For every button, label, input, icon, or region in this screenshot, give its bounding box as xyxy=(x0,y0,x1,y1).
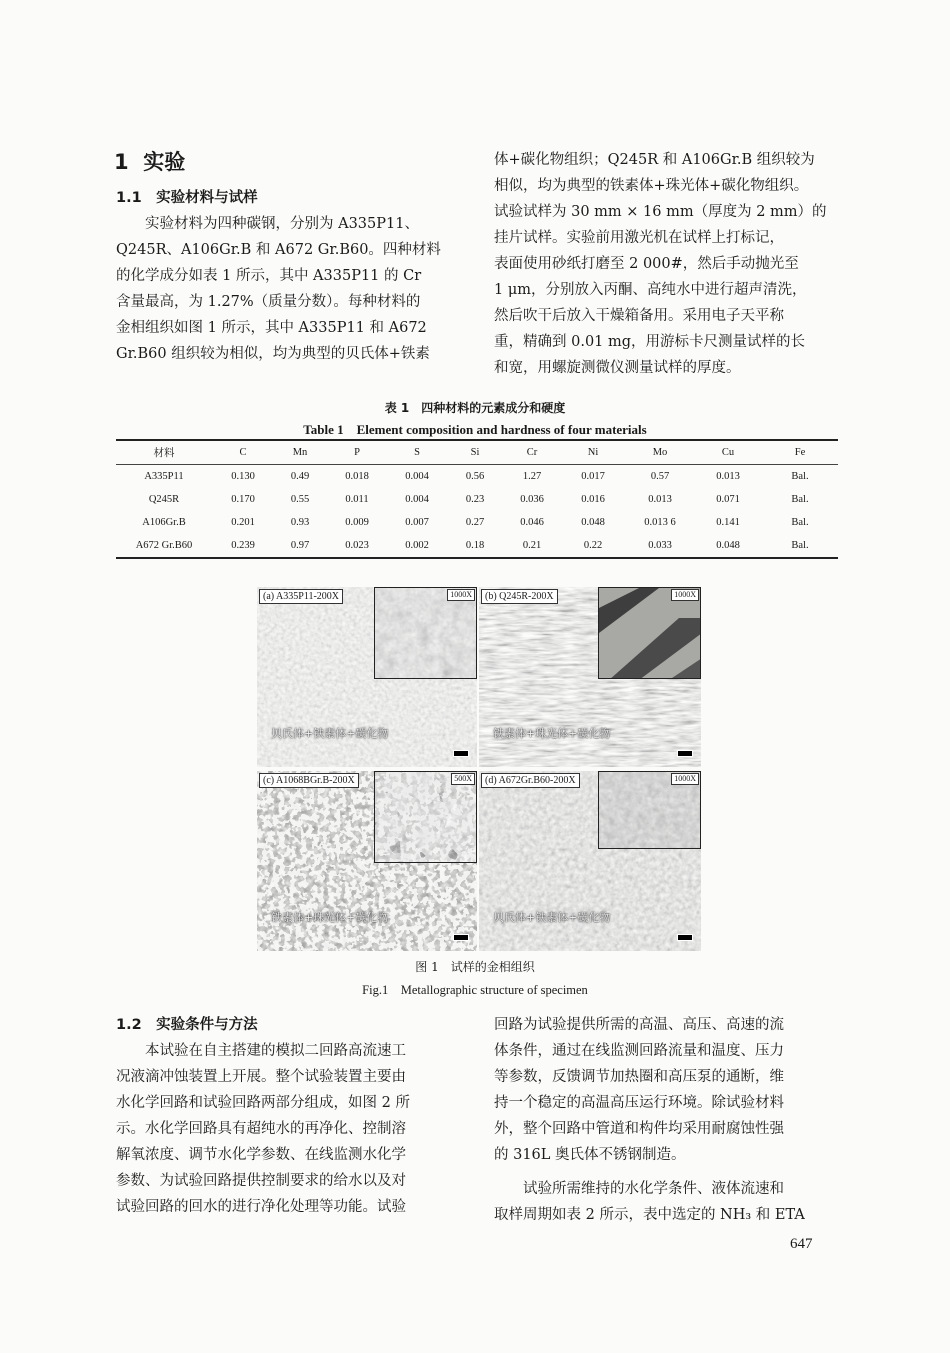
table-cell: 0.22 xyxy=(583,540,603,551)
table-header: Mn xyxy=(292,447,308,458)
phase-label: 铁素体+珠光体+碳化物 xyxy=(271,911,389,924)
paragraph-line: 的化学成分如表 1 所示，其中 A335P11 的 Cr xyxy=(116,268,422,284)
figure-1-caption-en: Fig.1 Metallographic structure of specimen xyxy=(362,983,588,997)
panel-label: (b) Q245R-200X xyxy=(481,589,558,604)
paragraph-line: 等参数，反馈调节加热圈和高压泵的通断，维 xyxy=(494,1069,784,1085)
table-header: C xyxy=(239,447,247,458)
paragraph-line: 试验所需维持的水化学条件、液体流速和 xyxy=(523,1181,784,1197)
panel-label: (c) A1068BGr.B-200X xyxy=(259,773,359,788)
paragraph-line: 表面使用砂纸打磨至 2 000#，然后手动抛光至 xyxy=(494,256,799,272)
section-heading: 1 实验 xyxy=(114,150,186,174)
table-cell: 0.036 xyxy=(520,494,544,505)
table-cell: 0.016 xyxy=(581,494,605,505)
table-cell: 0.170 xyxy=(231,494,255,505)
paragraph-line: 况液滴冲蚀装置上开展。整个试验装置主要由 xyxy=(116,1069,406,1085)
table-cell: 0.55 xyxy=(290,494,310,505)
paragraph-line: 含量最高，为 1.27%（质量分数）。每种材料的 xyxy=(116,294,421,310)
table-cell: 0.046 xyxy=(520,517,544,528)
paragraph-line: 重，精确到 0.01 mg，用游标卡尺测量试样的长 xyxy=(494,334,806,350)
paragraph-line: 金相组织如图 1 所示，其中 A335P11 和 A672 xyxy=(116,320,427,336)
table-cell: A672 Gr.B60 xyxy=(135,540,193,551)
paragraph-line: 外，整个回路中管道和构件均采用耐腐蚀性强 xyxy=(494,1121,784,1137)
micrograph-panel-a xyxy=(257,587,477,767)
table-cell: 0.013 6 xyxy=(644,517,676,528)
paragraph-line: 体条件，通过在线监测回路流量和温度、压力 xyxy=(494,1043,784,1059)
paragraph-line: 然后吹干后放入干燥箱备用。采用电子天平称 xyxy=(494,308,784,324)
table-cell: 0.009 xyxy=(345,517,369,528)
table-header: Fe xyxy=(794,447,806,458)
paragraph-line: Gr.B60 组织较为相似，均为典型的贝氏体+铁素 xyxy=(116,346,430,362)
table-cell: A106Gr.B xyxy=(142,517,186,528)
paragraph-line: 体+碳化物组织；Q245R 和 A106Gr.B 组织较为 xyxy=(494,152,815,168)
table-cell: 0.239 xyxy=(231,540,255,551)
table-cell: 0.048 xyxy=(716,540,740,551)
table-cell: 0.002 xyxy=(405,540,429,551)
table-header: Ni xyxy=(587,447,599,458)
micrograph-panel-d xyxy=(479,771,701,951)
paragraph-line: 解氧浓度、调节水化学参数、在线监测水化学 xyxy=(116,1147,406,1163)
table-cell: 0.141 xyxy=(716,517,740,528)
phase-label: 铁素体+珠光体+碳化物 xyxy=(493,727,611,740)
paragraph-line: 取样周期如表 2 所示，表中选定的 NH₃ 和 ETA xyxy=(494,1207,805,1223)
left-column-2 xyxy=(116,1012,459,1220)
subsection-1-1-heading: 1.1 实验材料与试样 xyxy=(116,190,258,206)
phase-label: 贝氏体+铁素体+碳化物 xyxy=(493,911,611,924)
magnification-label: 1000X xyxy=(447,589,475,601)
paragraph-line: 的 316L 奥氏体不锈钢制造。 xyxy=(494,1147,686,1163)
table-cell: 0.23 xyxy=(465,494,485,505)
paragraph-line: 试验试样为 30 mm × 16 mm（厚度为 2 mm）的 xyxy=(494,204,827,220)
panel-label: (d) A672Gr.B60-200X xyxy=(481,773,580,788)
table-cell: 0.013 xyxy=(716,471,740,482)
table-cell: 0.004 xyxy=(405,471,429,482)
table-row xyxy=(116,511,838,534)
micrograph-panel-b xyxy=(479,587,701,767)
table-cell: A335P11 xyxy=(144,471,184,482)
table-cell: 0.56 xyxy=(465,471,485,482)
table-header: Mo xyxy=(652,447,668,458)
paragraph-line: 回路为试验提供所需的高温、高压、高速的流 xyxy=(494,1017,784,1033)
table-1 xyxy=(116,439,838,559)
table-cell: 0.007 xyxy=(405,517,429,528)
table-cell: 0.071 xyxy=(716,494,740,505)
paragraph-line: 示。水化学回路具有超纯水的再净化、控制溶 xyxy=(116,1121,406,1137)
right-column-2 xyxy=(494,1012,837,1228)
table-cell: 0.017 xyxy=(581,471,605,482)
table-cell: 0.93 xyxy=(290,517,310,528)
magnification-label: 500X xyxy=(451,773,475,785)
table-cell: 0.033 xyxy=(648,540,672,551)
paragraph-line: 实验材料为四种碳钢，分别为 A335P11、 xyxy=(145,216,419,232)
paragraph-line: Q245R、A106Gr.B 和 A672 Gr.B60。四种材料 xyxy=(116,242,441,258)
table-cell: 0.004 xyxy=(405,494,429,505)
paragraph-line: 持一个稳定的高温高压运行环境。除试验材料 xyxy=(494,1095,784,1111)
right-column-1 xyxy=(494,147,837,381)
scale-bar xyxy=(453,750,469,757)
table-cell: Bal. xyxy=(791,517,809,528)
table-cell: 0.21 xyxy=(522,540,542,551)
table-cell: 0.130 xyxy=(231,471,255,482)
panel-label: (a) A335P11-200X xyxy=(259,589,343,604)
table-cell: 0.97 xyxy=(290,540,310,551)
table-1-caption-en: Table 1 Element composition and hardness of four materials xyxy=(303,422,647,437)
table-cell: 0.013 xyxy=(648,494,672,505)
paragraph-line: 本试验在自主搭建的模拟二回路高流速工 xyxy=(145,1043,406,1059)
figure-1-caption-cn: 图 1 试样的金相组织 xyxy=(415,960,535,974)
table-cell: 0.57 xyxy=(650,471,670,482)
paragraph-line: 水化学回路和试验回路两部分组成，如图 2 所 xyxy=(116,1095,410,1111)
table-cell: 0.49 xyxy=(290,471,310,482)
table-row xyxy=(116,534,838,558)
table-cell: 0.27 xyxy=(465,517,485,528)
table-header: Si xyxy=(470,447,480,458)
scale-bar xyxy=(453,934,469,941)
paragraph-line: 挂片试样。实验前用激光机在试样上打标记， xyxy=(494,230,784,246)
table-cell: 0.023 xyxy=(345,540,369,551)
figure-1 xyxy=(257,587,701,951)
table-cell: 0.048 xyxy=(581,517,605,528)
table-1-caption-cn: 表 1 四种材料的元素成分和硬度 xyxy=(384,401,566,415)
table-header: P xyxy=(354,447,360,458)
micrograph-panel-c xyxy=(257,771,477,951)
table-cell: 0.18 xyxy=(465,540,485,551)
table-header: Cu xyxy=(721,447,735,458)
left-column-1 xyxy=(116,185,459,367)
table-header: S xyxy=(414,447,420,458)
table-row xyxy=(116,465,838,489)
phase-label: 贝氏体+铁素体+碳化物 xyxy=(271,727,389,740)
table-row xyxy=(116,488,838,511)
paragraph-line: 1 μm，分别放入丙酮、高纯水中进行超声清洗， xyxy=(494,282,807,298)
paragraph-line: 相似，均为典型的铁素体+珠光体+碳化物组织。 xyxy=(494,178,809,194)
table-cell: Bal. xyxy=(791,494,809,505)
table-header: Cr xyxy=(526,447,538,458)
table-cell: 0.018 xyxy=(345,471,369,482)
subsection-1-2-heading: 1.2 实验条件与方法 xyxy=(116,1017,258,1033)
paragraph-line: 试验回路的回水的进行净化处理等功能。试验 xyxy=(116,1199,406,1215)
table-cell: 0.201 xyxy=(231,517,255,528)
paragraph-line: 参数、为试验回路提供控制要求的给水以及对 xyxy=(116,1173,406,1189)
table-header-row xyxy=(116,440,838,465)
paragraph-line: 和宽，用螺旋测微仪测量试样的厚度。 xyxy=(494,360,741,376)
magnification-label: 1000X xyxy=(671,589,699,601)
table-header: 材料 xyxy=(153,448,175,459)
table-cell: 0.011 xyxy=(345,494,369,505)
table-cell: Q245R xyxy=(148,494,180,505)
magnification-label: 1000X xyxy=(671,773,699,785)
table-cell: Bal. xyxy=(791,540,809,551)
page-number: 647 xyxy=(790,1236,813,1252)
scale-bar xyxy=(677,934,693,941)
table-cell: Bal. xyxy=(791,471,809,482)
scale-bar xyxy=(677,750,693,757)
table-cell: 1.27 xyxy=(522,471,542,482)
